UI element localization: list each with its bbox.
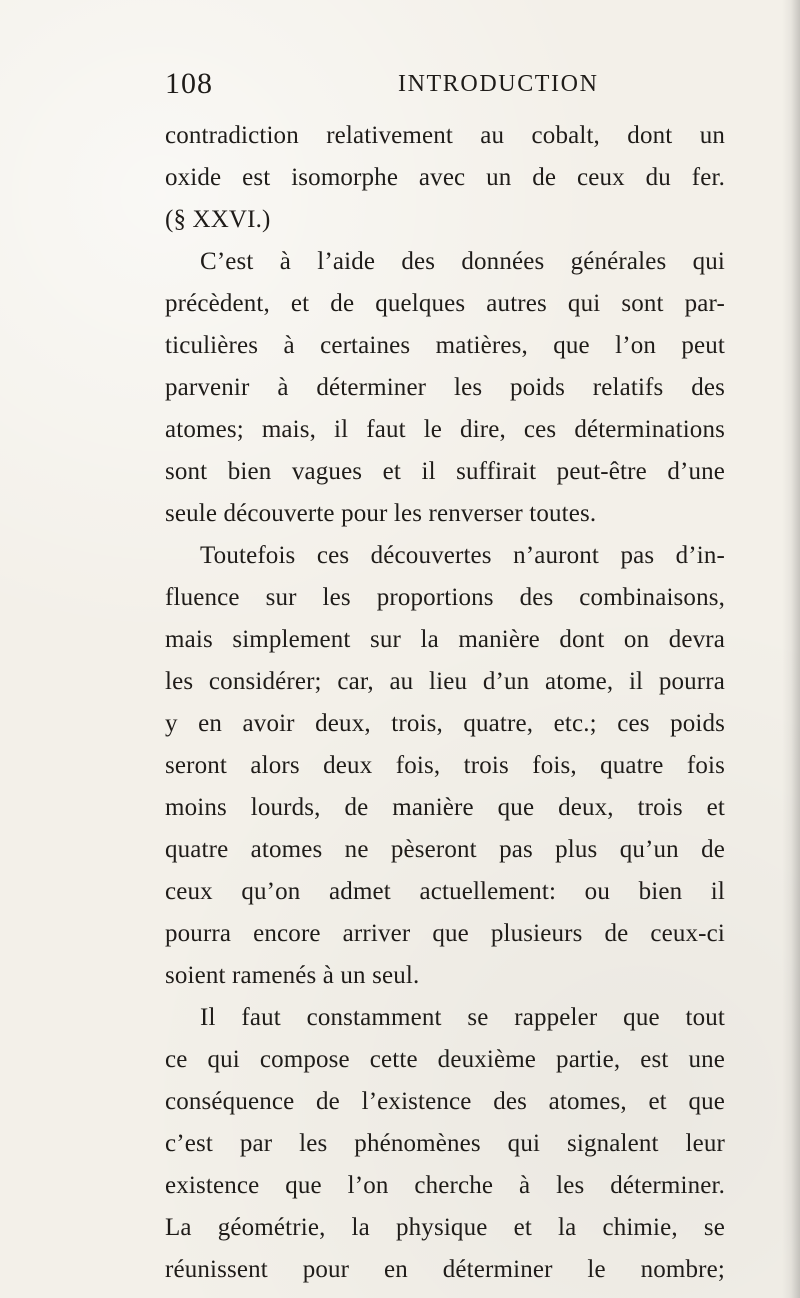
text-line-4: C’est à l’aide des données générales qui [200, 248, 725, 275]
text-line-27: La géométrie, la physique et la chimie, se [165, 1214, 725, 1241]
text-line-22: Il faut constamment se rappeler que tout [200, 1004, 725, 1031]
page-header [165, 67, 725, 100]
text-line-11: Toutefois ces découvertes n’auront pas d’in- [200, 542, 725, 569]
text-line-28: réunissent pour en déterminer le nombre; [165, 1256, 725, 1283]
text-line-25: c’est par les phénomènes qui signalent leur [165, 1130, 725, 1157]
text-line-15: y en avoir deux, trois, quatre, etc.; ces poids [165, 710, 725, 737]
text-line-12: fluence sur les proportions des combinaisons, [165, 584, 725, 611]
body-text [165, 115, 725, 1291]
text-line-17: moins lourds, de manière que deux, trois et [165, 794, 725, 821]
text-line-6: ticulières à certaines matières, que l’on peut [165, 332, 725, 359]
text-line-1: contradiction relativement au cobalt, dont un [165, 122, 725, 149]
text-line-16: seront alors deux fois, trois fois, quatre fois [165, 752, 725, 779]
text-line-21: soient ramenés à un seul. [165, 962, 420, 989]
text-line-9: sont bien vagues et il suffirait peut-être d’une [165, 458, 725, 485]
text-line-19: ceux qu’on admet actuellement: ou bien il [165, 878, 725, 905]
text-line-5: précèdent, et de quelques autres qui sont par- [165, 290, 725, 317]
text-line-3: (§ XXVI.) [165, 206, 271, 233]
text-line-7: parvenir à déterminer les poids relatifs des [165, 374, 725, 401]
text-line-26: existence que l’on cherche à les déterminer. [165, 1172, 725, 1199]
running-head: INTRODUCTION [398, 71, 599, 97]
text-line-24: conséquence de l’existence des atomes, et que [165, 1088, 725, 1115]
text-line-8: atomes; mais, il faut le dire, ces déterminations [165, 416, 725, 443]
text-line-14: les considérer; car, au lieu d’un atome, il pourra [165, 668, 725, 695]
text-line-2: oxide est isomorphe avec un de ceux du fer. [165, 164, 725, 191]
text-line-10: seule découverte pour les renverser toutes. [165, 500, 597, 527]
text-line-20: pourra encore arriver que plusieurs de ceux-ci [165, 920, 725, 947]
text-line-23: ce qui compose cette deuxième partie, est une [165, 1046, 725, 1073]
text-line-18: quatre atomes ne pèseront pas plus qu’un de [165, 836, 725, 863]
page-number: 108 [165, 67, 213, 100]
text-line-13: mais simplement sur la manière dont on devra [165, 626, 725, 653]
page-edge-shadow [782, 0, 800, 1298]
